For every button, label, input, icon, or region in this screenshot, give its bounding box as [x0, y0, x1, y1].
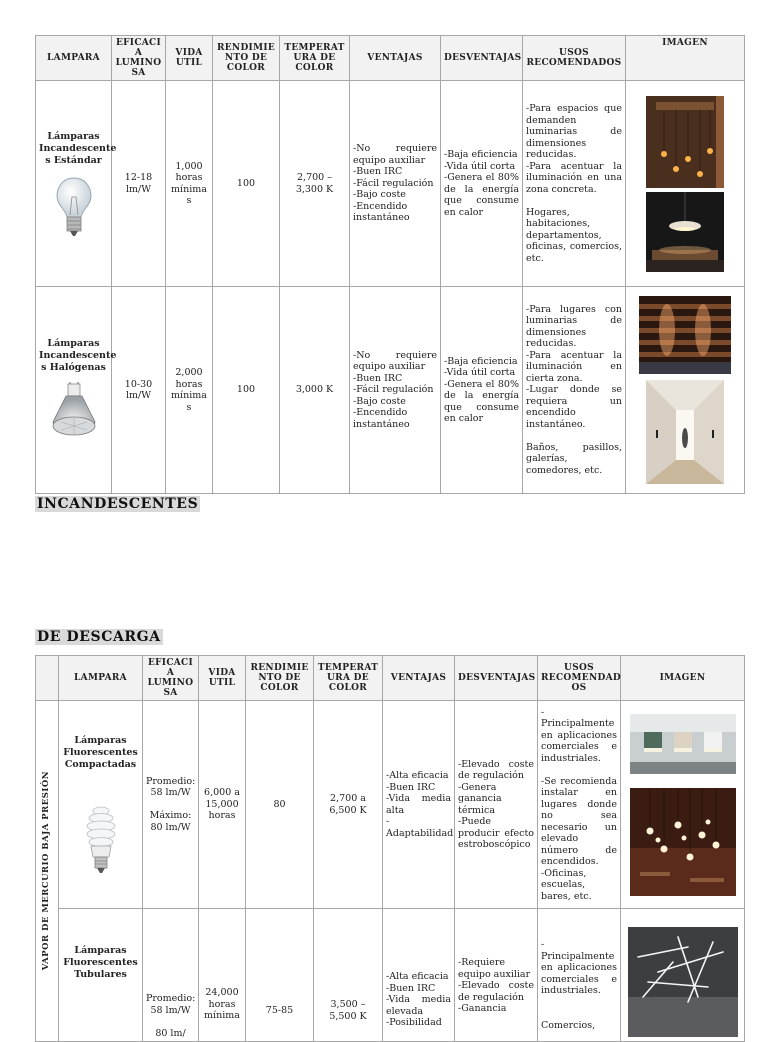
- incandescent-bulb-icon: [54, 175, 94, 237]
- image-cell: [621, 701, 745, 909]
- group-label-cell: [36, 701, 59, 1042]
- dining-lamp-photo: [646, 192, 724, 272]
- wall-slats-photo: [639, 296, 731, 374]
- header-temperatura: TEMPERAT URA DE COLOR: [280, 36, 350, 81]
- eficacia-value: 12-18 lm/W: [112, 81, 166, 287]
- desventajas-text: -Elevado coste de regulación -Genera ganancia térmica -Puede producir efecto estroboscópico: [455, 701, 538, 909]
- usos-text: -Para espacios que demanden luminarias de dimensiones reducidas. -Para acentuar la iluminación en una zona concreta. Hogares, habitaciones, departamentos, oficinas, comercios, etc.: [523, 81, 626, 287]
- header-lampara: LAMPARA: [36, 36, 112, 81]
- header-eficacia: EFICACI A LUMINO SA: [112, 36, 166, 81]
- lamp-cell: [59, 701, 143, 909]
- rendimiento-value: 80: [246, 701, 314, 909]
- table-row: [36, 81, 745, 287]
- ventajas-text: -Alta eficacia -Buen IRC -Vida media alta - Adaptabilidad: [383, 701, 455, 909]
- lamp-name: Lámparas Incandescente s Estándar: [39, 130, 117, 166]
- header-desventajas: DESVENTAJAS: [441, 36, 523, 81]
- eficacia-value: 10-30 lm/W: [112, 287, 166, 494]
- temperatura-value: 2,700 a 6,500 K: [314, 701, 383, 909]
- ceiling-lights-photo: [630, 714, 736, 774]
- vida-value: 24,000 horas mínima: [199, 909, 246, 1042]
- ventajas-text: -No requiere equipo auxiliar -Buen IRC -Fácil regulación -Bajo coste -Encendido instantáneo: [350, 287, 441, 494]
- hallway-photo: [646, 380, 724, 484]
- lamp-name: Lámparas Fluorescentes Compactadas: [63, 734, 138, 770]
- section-heading-de-descarga: DE DESCARGA: [37, 629, 161, 645]
- header-desventajas: DESVENTAJAS: [455, 656, 538, 701]
- ventajas-text: -Alta eficacia -Buen IRC -Vida media elevada -Posibilidad: [383, 909, 455, 1042]
- header-ventajas: VENTAJAS: [350, 36, 441, 81]
- ventajas-text: -No requiere equipo auxiliar -Buen IRC -Fácil regulación -Bajo coste -Encendido instantáneo: [350, 81, 441, 287]
- vida-value: 2,000 horas mínima s: [166, 287, 213, 494]
- temperatura-value: 3,500 – 5,500 K: [314, 909, 383, 1042]
- header-imagen: IMAGEN: [626, 36, 745, 81]
- header-eficacia: EFICACI A LUMINO SA: [143, 656, 199, 701]
- halogen-bulb-icon: [49, 382, 99, 442]
- desventajas-text: -Baja eficiencia -Vida útil corta -Genera el 80% de la energía que consume en calor: [441, 81, 523, 287]
- cfl-bulb-icon: [84, 805, 118, 875]
- image-cell: [626, 81, 745, 287]
- lamp-table-incandescent: [35, 35, 745, 494]
- header-group: [36, 656, 59, 701]
- desventajas-text: -Baja eficiencia -Vida útil corta -Genera el 80% de la energía que consume en calor: [441, 287, 523, 494]
- header-rendimiento: RENDIMIE NTO DE COLOR: [213, 36, 280, 81]
- lamp-cell: [36, 287, 117, 494]
- eficacia-value: Promedio: 58 lm/W 80 lm/: [143, 909, 199, 1042]
- lamp-cell: [59, 909, 143, 1042]
- pendant-lights-photo: [646, 96, 724, 188]
- table-row: [36, 701, 745, 909]
- header-ventajas: VENTAJAS: [383, 656, 455, 701]
- rendimiento-value: 100: [213, 287, 280, 494]
- vida-value: 6,000 a 15,000 horas: [199, 701, 246, 909]
- lamp-cell: [36, 81, 117, 287]
- section-heading-incandescentes: INCANDESCENTES: [37, 496, 199, 512]
- temperatura-value: 2,700 – 3,300 K: [280, 81, 350, 287]
- desventajas-text: -Requiere equipo auxiliar -Elevado coste de regulación -Ganancia: [455, 909, 538, 1042]
- tube-lights-photo: [628, 927, 738, 1037]
- header-lampara: LAMPARA: [59, 656, 143, 701]
- header-usos: USOS RECOMENDADOS: [523, 36, 626, 81]
- rendimiento-value: 100: [213, 81, 280, 287]
- header-imagen: IMAGEN: [621, 656, 745, 701]
- header-vida: VIDA UTIL: [199, 656, 246, 701]
- image-cell: [626, 287, 745, 494]
- table-row: [36, 287, 745, 494]
- usos-text: -Principalmente en aplicaciones comerciales e industriales. Comercios,: [538, 909, 621, 1042]
- vida-value: 1,000 horas mínima s: [166, 81, 213, 287]
- header-vida: VIDA UTIL: [166, 36, 213, 81]
- header-rendimiento: RENDIMIE NTO DE COLOR: [246, 656, 314, 701]
- group-label: VAPOR DE MERCURIO BAJA PRESIÓN: [41, 771, 52, 971]
- eficacia-value: Promedio: 58 lm/W Máximo: 80 lm/W: [143, 701, 199, 909]
- lamp-table-discharge: [35, 655, 745, 1042]
- lamp-name: Lámparas Fluorescentes Tubulares: [63, 945, 138, 980]
- header-usos: USOS RECOMENDAD OS: [538, 656, 621, 701]
- usos-text: -Para lugares con luminarias de dimensiones reducidas. -Para acentuar la iluminación en cierta zona. -Lugar donde se requiera un encendido instantáneo. Baños, pasillos, galerías, comedores, etc.: [523, 287, 626, 494]
- table-row: [36, 909, 745, 1042]
- usos-text: -Principalmente en aplicaciones comerciales e industriales. -Se recomienda instalar en lugares donde no sea necesario un elevado número de encendidos. -Oficinas, escuelas, bares, etc.: [538, 701, 621, 909]
- rendimiento-value: 75-85: [246, 909, 314, 1042]
- temperatura-value: 3,000 K: [280, 287, 350, 494]
- bulb-chandelier-photo: [630, 788, 736, 896]
- image-cell: [621, 909, 745, 1042]
- lamp-name: Lámparas Incandescente s Halógenas: [39, 338, 117, 373]
- header-temperatura: TEMPERAT URA DE COLOR: [314, 656, 383, 701]
